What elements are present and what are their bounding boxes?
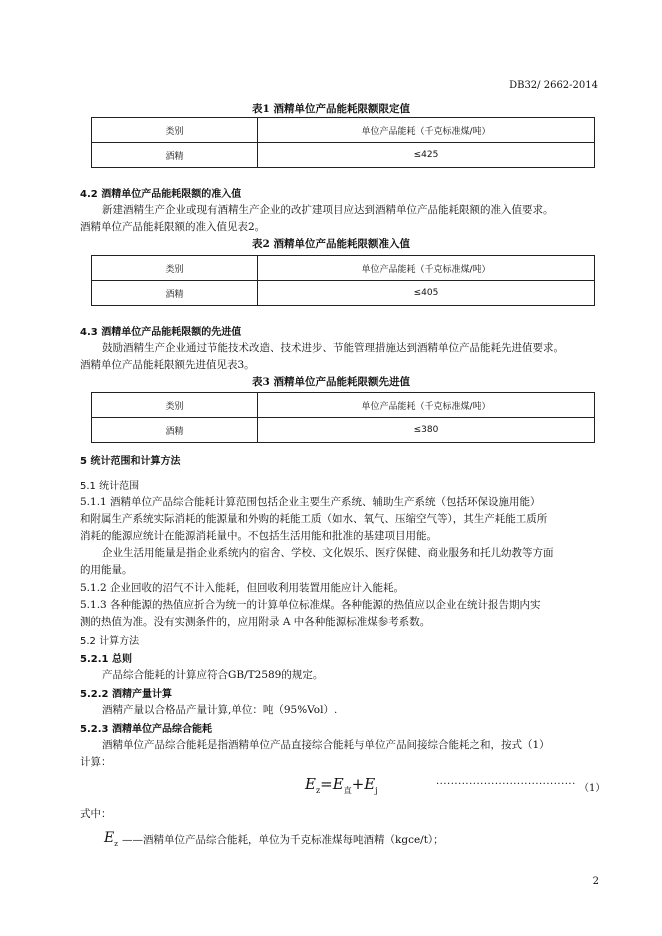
- table-header-category: 类别: [92, 256, 258, 281]
- table-1: [91, 117, 595, 168]
- formula-symbol: E: [104, 830, 115, 846]
- table-header-consumption: 单位产品能耗（千克标准煤/吨）: [258, 256, 595, 281]
- section-5-title: 5 统计范围和计算方法: [80, 456, 181, 467]
- table-header-consumption: 单位产品能耗（千克标准煤/吨）: [258, 118, 595, 143]
- table-cell-value: ≤405: [258, 281, 595, 306]
- paragraph: 5.1.2 企业回收的沼气不计入能耗，但回收利用装置用能应计入能耗。: [80, 582, 405, 594]
- formula-1: [305, 775, 378, 796]
- table-2: [91, 255, 595, 306]
- table-cell-value: ≤380: [258, 418, 595, 443]
- paragraph: 5.1.1 酒精单位产品综合能耗计算范围包括企业主要生产系统、辅助生产系统（包括环保设施用能）: [80, 496, 541, 508]
- paragraph: 5.1.3 各种能源的热值应折合为统一的计算单位标准煤。各种能源的热值应以企业在统计报告期内实: [80, 599, 541, 611]
- section-5-2-title: 5.2 计算方法: [80, 636, 140, 647]
- formula-subscript: 直: [343, 786, 352, 795]
- formula-symbol: =E: [320, 775, 344, 793]
- table-3-caption: 表3 酒精单位产品能耗限额先进值: [252, 376, 410, 388]
- equation-number: （1）: [579, 783, 606, 794]
- section-5-1-title: 5.1 统计范围: [80, 481, 140, 492]
- paragraph: 和附属生产系统实际消耗的能源量和外购的耗能工质（如水、氧气、压缩空气等），其生产耗能工质所: [80, 513, 548, 525]
- where-label: 式中：: [80, 808, 112, 820]
- table-cell-label: 酒精: [92, 418, 258, 443]
- formula-subscript: z: [114, 839, 118, 848]
- formula-leader-dots: ······································: [436, 779, 576, 790]
- definition-text: ——酒精单位产品综合能耗，单位为千克标准煤每吨酒精（kgce/t）；: [122, 834, 444, 846]
- paragraph: 酒精单位产品综合能耗是指酒精单位产品直接综合能耗与单位产品间接综合能耗之和，按式（1）: [102, 739, 550, 751]
- paragraph: 酒精产量以合格品产量计算,单位：吨（95%Vol）.: [102, 704, 338, 716]
- table-cell-value: ≤425: [258, 143, 595, 168]
- paragraph: 测的热值为准。没有实测条件的，应用附录 A 中各种能源标准煤参考系数。: [80, 616, 431, 628]
- table-cell-label: 酒精: [92, 281, 258, 306]
- table-header-category: 类别: [92, 118, 258, 143]
- paragraph: 酒精单位产品能耗限额的准入值见表2。: [80, 221, 266, 233]
- table-header-consumption: 单位产品能耗（千克标准煤/吨）: [258, 393, 595, 418]
- paragraph: 鼓励酒精生产企业通过节能技术改造、技术进步、节能管理措施达到酒精单位产品能耗先进值要求。: [102, 342, 564, 354]
- section-4-2-title: 4.2 酒精单位产品能耗限额的准入值: [80, 189, 242, 200]
- paragraph: 的用能量。: [80, 564, 133, 576]
- paragraph: 计算：: [80, 756, 112, 768]
- table-3: [91, 392, 595, 443]
- paragraph: 产品综合能耗的计算应符合GB/T2589的规定。: [102, 669, 324, 681]
- paragraph: 企业生活用能量是指企业系统内的宿舍、学校、文化娱乐、医疗保健、商业服务和托儿幼教等方面: [102, 547, 554, 559]
- formula-subscript: j: [375, 786, 378, 795]
- definition-symbol: [104, 830, 118, 848]
- formula-symbol: E: [305, 775, 316, 793]
- page-number: 2: [592, 876, 599, 887]
- section-5-2-1-title: 5.2.1 总则: [80, 654, 132, 665]
- table-2-caption: 表2 酒精单位产品能耗限额准入值: [252, 238, 410, 250]
- section-4-3-title: 4.3 酒精单位产品能耗限额的先进值: [80, 327, 242, 338]
- table-1-caption: 表1 酒精单位产品能耗限额限定值: [252, 103, 410, 115]
- table-cell-label: 酒精: [92, 143, 258, 168]
- formula-subscript: z: [315, 786, 321, 795]
- section-5-2-2-title: 5.2.2 酒精产量计算: [80, 689, 172, 700]
- table-header-category: 类别: [92, 393, 258, 418]
- formula-symbol: +E: [351, 775, 376, 793]
- paragraph: 酒精单位产品能耗限额先进值见表3。: [80, 359, 255, 371]
- standard-number: DB32/ 2662-2014: [509, 80, 598, 91]
- paragraph: 新建酒精生产企业或现有酒精生产企业的改扩建项目应达到酒精单位产品能耗限额的准入值要求。: [102, 204, 554, 216]
- paragraph: 消耗的能源应统计在能源消耗量中。不包括生活用能和批准的基建项目用能。: [80, 530, 437, 542]
- section-5-2-3-title: 5.2.3 酒精单位产品综合能耗: [80, 724, 212, 735]
